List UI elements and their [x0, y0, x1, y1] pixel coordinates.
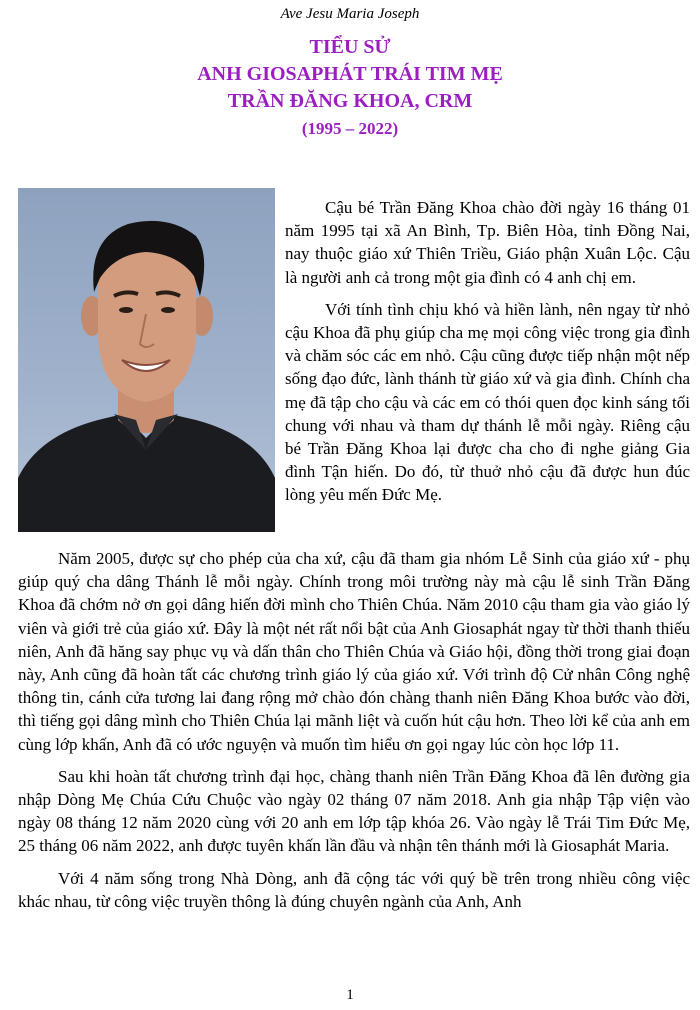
paragraph-birth: Cậu bé Trần Đăng Khoa chào đời ngày 16 tháng 01 năm 1995 tại xã An Bình, Tp. Biên Hòa, tỉnh Đồng Nai, nay thuộc giáo xứ Thiên Triều, Giáo phận Xuân Lộc. Cậu là người anh cả trong một gia đình có 4 anh chị em.	[285, 198, 690, 287]
paragraph-community-life: Với 4 năm sống trong Nhà Dòng, anh đã cộng tác với quý bề trên trong nhiều công việc khác nhau, từ công việc truyền thông là đúng chuyên ngành của Anh, Anh	[18, 868, 690, 911]
portrait-illustration	[18, 188, 275, 532]
portrait-photo	[18, 188, 275, 532]
main-column	[18, 547, 690, 913]
title-block	[0, 34, 700, 142]
page-number: 1	[346, 987, 354, 1003]
title-line-biography: TIỂU SỬ	[309, 36, 391, 58]
paragraph-vocation: Năm 2005, được sự cho phép của cha xứ, cậu đã tham gia nhóm Lễ Sinh của giáo xứ - phụ giúp quý cha dâng Thánh lễ mỗi ngày. Chính trong môi trường này mà cậu lễ sinh Trần Đăng Khoa đã chớm nở ơn gọi dâng hiến đời mình cho Thiên Chúa. Năm 2010 cậu tham gia vào giáo lý viên và giới trẻ của giáo xứ. Đây là một nét rất nổi bật của Anh Giosaphát ngay từ thời thanh thiếu niên, Anh đã hăng say phục vụ và dấn thân cho Thiên Chúa và Giáo hội, đồng thời trong giai đoạn này, Anh cũng đã hoàn tất các chương trình giáo lý của giáo xứ. Với trình độ Cử nhân Công nghệ thông tin, cánh cửa tương lai đang rộng mở chào đón chàng thanh niên Đăng Khoa bước vào đời, thì tiếng gọi dâng mình cho Thiên Chúa lại mãnh liệt và cuốn hút cậu hơn. Theo lời kể của anh em cùng lớp khấn, Anh đã có ước nguyện và muốn tìm hiểu ơn gọi ngay lúc còn học lớp 11.	[18, 549, 690, 754]
paragraph-congregation: Sau khi hoàn tất chương trình đại học, chàng thanh niên Trần Đăng Khoa đã lên đường gia nhập Dòng Mẹ Chúa Cứu Chuộc vào ngày 02 tháng 07 năm 2018. Anh gia nhập Tập viện vào ngày 08 tháng 12 năm 2020 cùng với 20 anh em lớp tập khóa 26. Vào ngày lễ Trái Tim Đức Mẹ, 25 tháng 06 năm 2022, anh được tuyên khấn lần đầu và nhận tên thánh mới là Giosaphát Maria.	[18, 766, 690, 856]
title-dates: (1995 – 2022)	[301, 119, 399, 138]
title-line-fullname: TRẦN ĐĂNG KHOA, CRM	[227, 90, 473, 112]
paragraph-childhood: Với tính tình chịu khó và hiền lành, nên ngay từ nhỏ cậu Khoa đã phụ giúp cha mẹ mọi công việc trong gia đình và chăm sóc các em nhỏ. Cậu cũng được tiếp nhận một nếp sống đạo đức, lành thánh từ giáo xứ và gia đình. Chính cha mẹ đã tập cho cậu và các em có thói quen đọc kinh sáng tối chung với nhau và tham dự thánh lễ mỗi ngày. Riêng cậu bé Trần Đăng Khoa lại được cha cho đi nghe giảng Gia đình Tận hiến. Do đó, từ thuở nhỏ cậu đã được hun đúc lòng yêu mến Đức Mẹ.	[285, 299, 690, 505]
title-line-name: ANH GIOSAPHÁT TRÁI TIM MẸ	[197, 63, 503, 85]
intro-column	[285, 196, 690, 507]
header-motto: Ave Jesu Maria Joseph	[280, 6, 420, 22]
